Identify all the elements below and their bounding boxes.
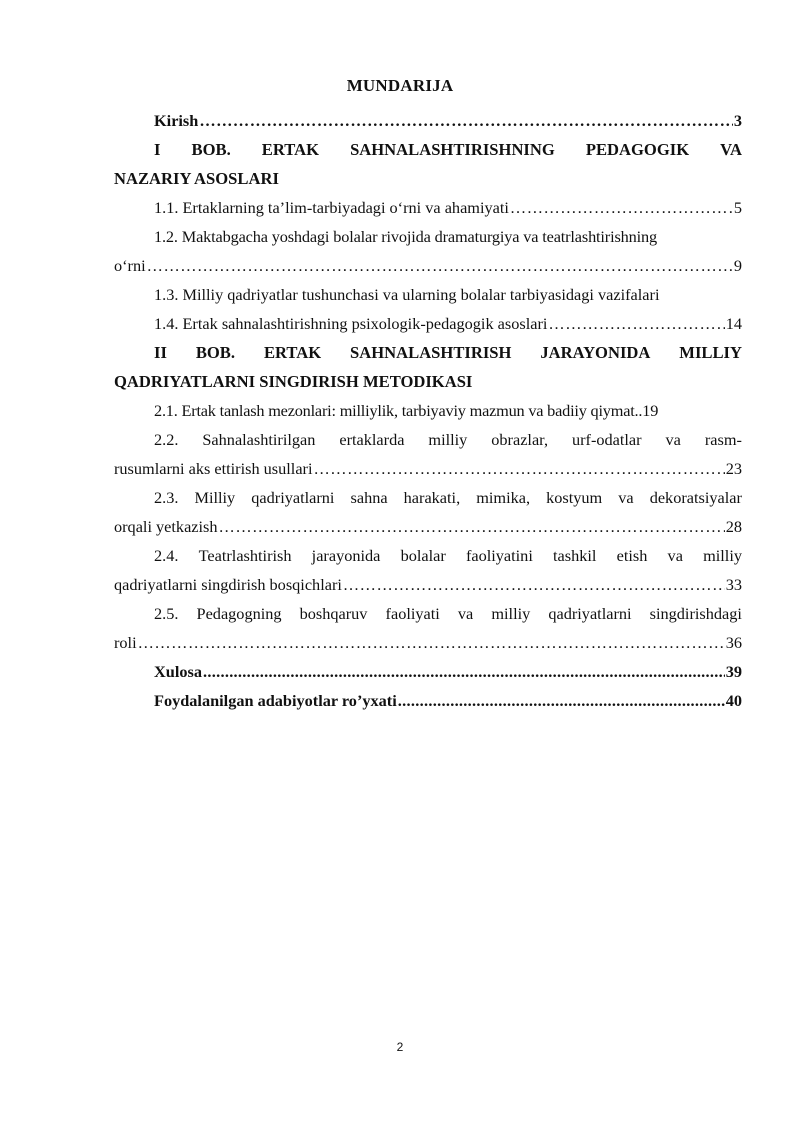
toc-entry-2-2-cont: [114, 454, 742, 483]
entry-word: milliy: [428, 430, 468, 449]
entry-word: va: [667, 546, 683, 565]
entry-word: kostyum: [546, 488, 603, 507]
toc-entry-label: o‘rni: [114, 256, 146, 275]
entry-word: jarayonida: [311, 546, 381, 565]
entry-word: Pedagogning: [196, 604, 282, 623]
toc-entry-label: rusumlarni aks ettirish usullari: [114, 459, 313, 478]
toc-chapter-2-heading-cont: QADRIYATLARNI SINGDIRISH METODIKASI: [114, 372, 473, 391]
page-title: MUNDARIJA: [346, 76, 454, 95]
dot-leader: [510, 193, 733, 222]
chapter-word: SAHNALASHTIRISHNING: [350, 140, 555, 159]
dot-leader: [343, 570, 725, 599]
toc-page-number: 5: [733, 198, 742, 217]
toc-page-number: 40: [725, 691, 742, 710]
entry-word: rasm-: [704, 430, 742, 449]
dot-leader: [138, 628, 725, 657]
toc-entry-1-2: 1.2. Maktabgacha yoshdagi bolalar rivojida dramaturgiya va teatrlashtirishning: [154, 227, 657, 246]
chapter-word: BOB.: [191, 140, 231, 159]
entry-word: bolalar: [400, 546, 446, 565]
toc-page-number: 23: [725, 459, 742, 478]
dot-leader: [548, 309, 724, 338]
toc-entry-2-4: [114, 541, 742, 570]
chapter-word: SAHNALASHTIRISH: [350, 343, 512, 362]
entry-word: mimika,: [476, 488, 531, 507]
toc-entry-label: qadriyatlarni singdirish bosqichlari: [114, 575, 342, 594]
toc-page-number: 9: [733, 256, 742, 275]
entry-word: qadriyatlarni: [251, 488, 335, 507]
entry-word: singdirishdagi: [649, 604, 742, 623]
entry-word: va: [618, 488, 634, 507]
toc-chapter-2-heading: [114, 338, 742, 367]
toc-entry-label: 1.1. Ertaklarning ta’lim-tarbiyadagi o‘rni va ahamiyati: [154, 198, 509, 217]
entry-word: obrazlar,: [491, 430, 549, 449]
dot-leader: [203, 657, 725, 686]
chapter-word: PEDAGOGIK: [585, 140, 690, 159]
toc-entry-2-1: 2.1. Ertak tanlash mezonlari: milliylik, tarbiyaviy mazmun va badiiy qiymat..19: [154, 401, 659, 420]
entry-word: dekoratsiyalar: [649, 488, 742, 507]
entry-word: ertaklarda: [339, 430, 405, 449]
entry-word: sahna: [350, 488, 388, 507]
toc-page-number: 28: [725, 517, 742, 536]
entry-word: tashkil: [553, 546, 597, 565]
chapter-word: VA: [720, 140, 742, 159]
toc-page-number: 14: [725, 314, 742, 333]
entry-word: 2.5.: [154, 604, 179, 623]
entry-word: 2.2.: [154, 430, 179, 449]
toc-page-number: 3: [733, 111, 742, 130]
dot-leader: [219, 512, 725, 541]
chapter-word: BOB.: [195, 343, 236, 362]
toc-entry-label: Foydalanilgan adabiyotlar ro’yxati: [154, 691, 397, 710]
toc-entry-label: orqali yetkazish: [114, 517, 218, 536]
toc-entry-1-3: 1.3. Milliy qadriyatlar tushunchasi va ularning bolalar tarbiyasidagi vazifalari: [154, 285, 660, 304]
toc-entry-label: 1.4. Ertak sahnalashtirishning psixologik-pedagogik asoslari: [154, 314, 548, 333]
entry-word: va: [457, 604, 474, 623]
entry-word: faoliyati: [385, 604, 440, 623]
entry-word: milliy: [703, 546, 742, 565]
entry-word: harakati,: [403, 488, 461, 507]
entry-word: milliy: [491, 604, 531, 623]
entry-word: boshqaruv: [299, 604, 368, 623]
toc-page-number: 39: [725, 662, 742, 681]
toc-entry-intro: [114, 106, 742, 135]
entry-word: Sahnalashtirilgan: [202, 430, 316, 449]
toc-entry-2-3-cont: [114, 512, 742, 541]
toc-entry-2-5: [114, 599, 742, 628]
toc-entry-label: roli: [114, 633, 137, 652]
entry-word: faoliyatini: [465, 546, 533, 565]
entry-word: urf-odatlar: [571, 430, 642, 449]
dot-leader: [147, 251, 733, 280]
entry-word: Teatrlashtirish: [198, 546, 292, 565]
toc-entry-conclusion: [114, 657, 742, 686]
chapter-word: II: [154, 343, 167, 362]
page-number: 2: [396, 1040, 404, 1054]
toc-entry-2-2: [114, 425, 742, 454]
toc-entry-references: [114, 686, 742, 715]
toc-entry-1-4: [114, 309, 742, 338]
toc-entry-label: Xulosa: [154, 662, 202, 681]
chapter-word: I: [154, 140, 161, 159]
entry-word: 2.3.: [154, 488, 179, 507]
toc-entry-2-3: [114, 483, 742, 512]
entry-word: qadriyatlarni: [548, 604, 632, 623]
chapter-word: ERTAK: [261, 140, 319, 159]
chapter-word: ERTAK: [263, 343, 322, 362]
chapter-word: JARAYONIDA: [540, 343, 651, 362]
toc-entry-1-1: [114, 193, 742, 222]
table-of-contents: [114, 106, 742, 715]
toc-chapter-1-heading: [114, 135, 742, 164]
entry-word: etish: [616, 546, 648, 565]
toc-page-number: 36: [725, 633, 742, 652]
chapter-word: MILLIY: [679, 343, 742, 362]
entry-word: Milliy: [194, 488, 236, 507]
toc-page-number: 33: [725, 575, 742, 594]
dot-leader: [314, 454, 725, 483]
entry-word: 2.4.: [154, 546, 179, 565]
toc-chapter-1-heading-cont: NAZARIY ASOSLARI: [114, 169, 279, 188]
toc-entry-label: Kirish: [154, 111, 199, 130]
entry-word: va: [665, 430, 681, 449]
dot-leader: [199, 106, 733, 135]
toc-entry-1-2-cont: [114, 251, 742, 280]
toc-entry-2-5-cont: [114, 628, 742, 657]
toc-entry-2-4-cont: [114, 570, 742, 599]
dot-leader: [398, 686, 725, 715]
